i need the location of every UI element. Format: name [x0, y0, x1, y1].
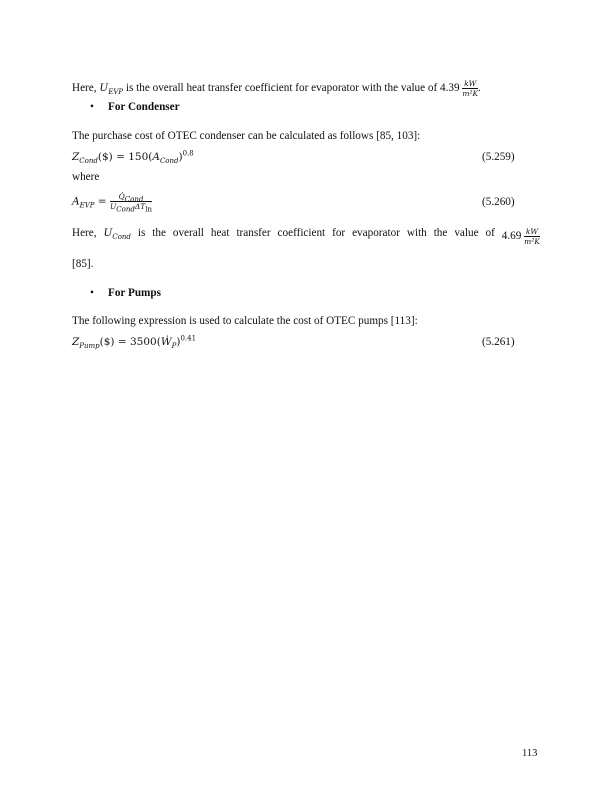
condenser-intro: The purchase cost of OTEC condenser can be calculated as follows [85, 103]: — [72, 130, 421, 142]
page-number: 113 — [522, 748, 538, 759]
equation-number: (5.261) — [482, 336, 515, 348]
where-text: where — [72, 171, 100, 183]
heading-pumps: For Pumps — [108, 287, 161, 299]
symbol: $U_{EVP}$ — [99, 82, 124, 97]
fraction: $\frac{Q̇_{Cond}}{U_{Cond}\Delta T_{ln}}$ — [109, 192, 153, 214]
unit-fraction: $\frac{kW}{\text{m²K}}$ — [462, 79, 479, 98]
text: is the overall heat transfer coefficient for evaporator with the value of 4.39 — [123, 82, 463, 95]
equation-5-260: $A_{EVP}$ = $\frac{Q̇_{Cond}}{U_{Cond}\Delta T_{ln}}$ — [72, 192, 153, 214]
bullet-icon: • — [90, 101, 94, 113]
heading-condenser: For Condenser — [108, 101, 180, 113]
equation-5-259: $Z_{Cond}(\$) = 150(A_{Cond})^{0.8}$ — [72, 149, 194, 166]
bullet-icon: • — [90, 287, 94, 299]
pumps-intro: The following expression is used to calculate the cost of OTEC pumps [113]: — [72, 315, 418, 327]
text: Here, — [72, 82, 100, 95]
text: . — [478, 82, 481, 95]
paragraph-evaporator-coefficient — [72, 79, 481, 98]
equation-5-261: $Z_{Pump}(\$)$ = 3500(Ẇ$_P$)$^{0.41}$ — [72, 334, 197, 351]
equation-number: (5.260) — [482, 196, 515, 208]
equation-number: (5.259) — [482, 151, 515, 163]
citation-text: [85]. — [72, 258, 94, 270]
paragraph-condenser-coefficient: Here, $U_{Cond}$ is the overall heat transfer coefficient for evaporator with the value of 4.69 $\frac{kW}{\text{m²K}}$ — [72, 227, 540, 246]
